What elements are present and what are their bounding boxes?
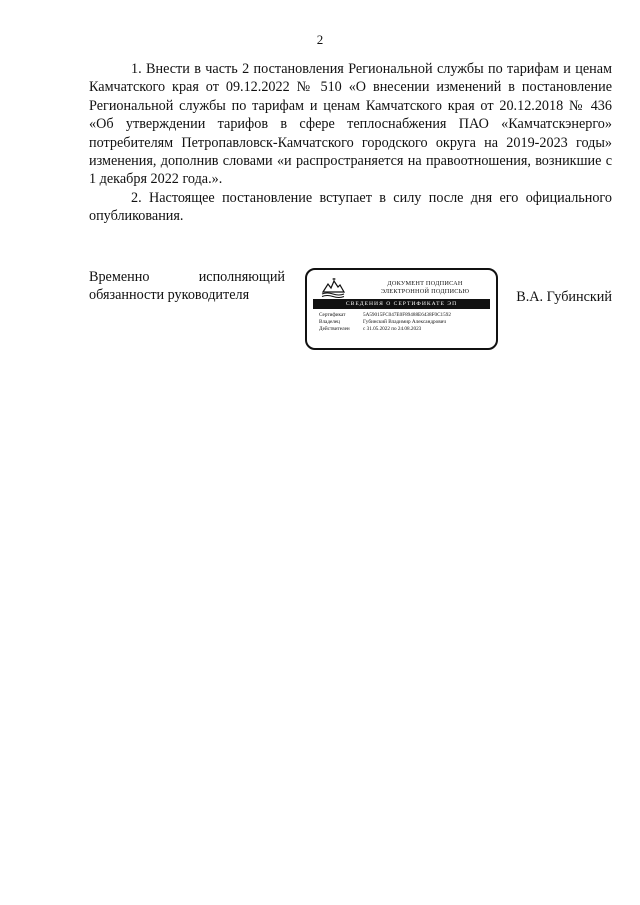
signer-title-word-2: исполняющий — [198, 269, 285, 285]
stamp-row-value: 5A59015FC047E0F89488E6438F0C1592 — [363, 312, 451, 318]
signer-title-word-1: Временно — [89, 269, 150, 285]
electronic-signature-stamp — [305, 268, 498, 350]
signer-title — [89, 268, 285, 305]
signature-block — [89, 268, 612, 358]
stamp-details — [319, 312, 491, 334]
document-body — [89, 60, 612, 226]
signer-title-line-2: обязанности руководителя — [89, 287, 250, 304]
paragraph-1: 1. Внести в часть 2 постановления Региональной службы по тарифам и ценам Камчатского края от 09.12.2022 № 510 «О внесении изменений в постановление Региональной службы по тарифам и ценам Камчатского края от 20.12.2018 № 436 «Об утверждении тарифов в сфере теплоснабжения ПАО «Камчатскэнерго» потребителям Петропавловск-Камчатского городского округа на 2019-2023 годы» изменения, дополнив словами «и распространяется на правоотношения, возникшие с 1 декабря 2022 года.». — [89, 61, 612, 188]
stamp-header-line-1: ДОКУМЕНТ ПОДПИСАН — [387, 280, 463, 287]
stamp-header — [357, 280, 493, 295]
stamp-row-validity — [319, 326, 491, 333]
stamp-header-line-2: ЭЛЕКТРОННОЙ ПОДПИСЬЮ — [380, 287, 470, 295]
coat-of-arms-icon — [320, 276, 346, 298]
stamp-row-value: Губинский Владимир Александрович — [363, 319, 447, 326]
stamp-row-certificate — [319, 312, 491, 319]
stamp-row-label: Сертификат — [319, 312, 346, 318]
stamp-certificate-bar: СВЕДЕНИЯ О СЕРТИФИКАТЕ ЭП — [313, 299, 490, 309]
stamp-row-value: с 31.05.2022 по 24.08.2023 — [363, 326, 422, 333]
stamp-row-label: Действителен — [319, 326, 350, 333]
stamp-row-label: Владелец — [319, 319, 340, 326]
paragraph-2: 2. Настоящее постановление вступает в силу после дня его официального опубликования. — [89, 189, 612, 225]
signer-name: В.А. Губинский — [516, 289, 612, 305]
page-number: 2 — [316, 32, 324, 47]
